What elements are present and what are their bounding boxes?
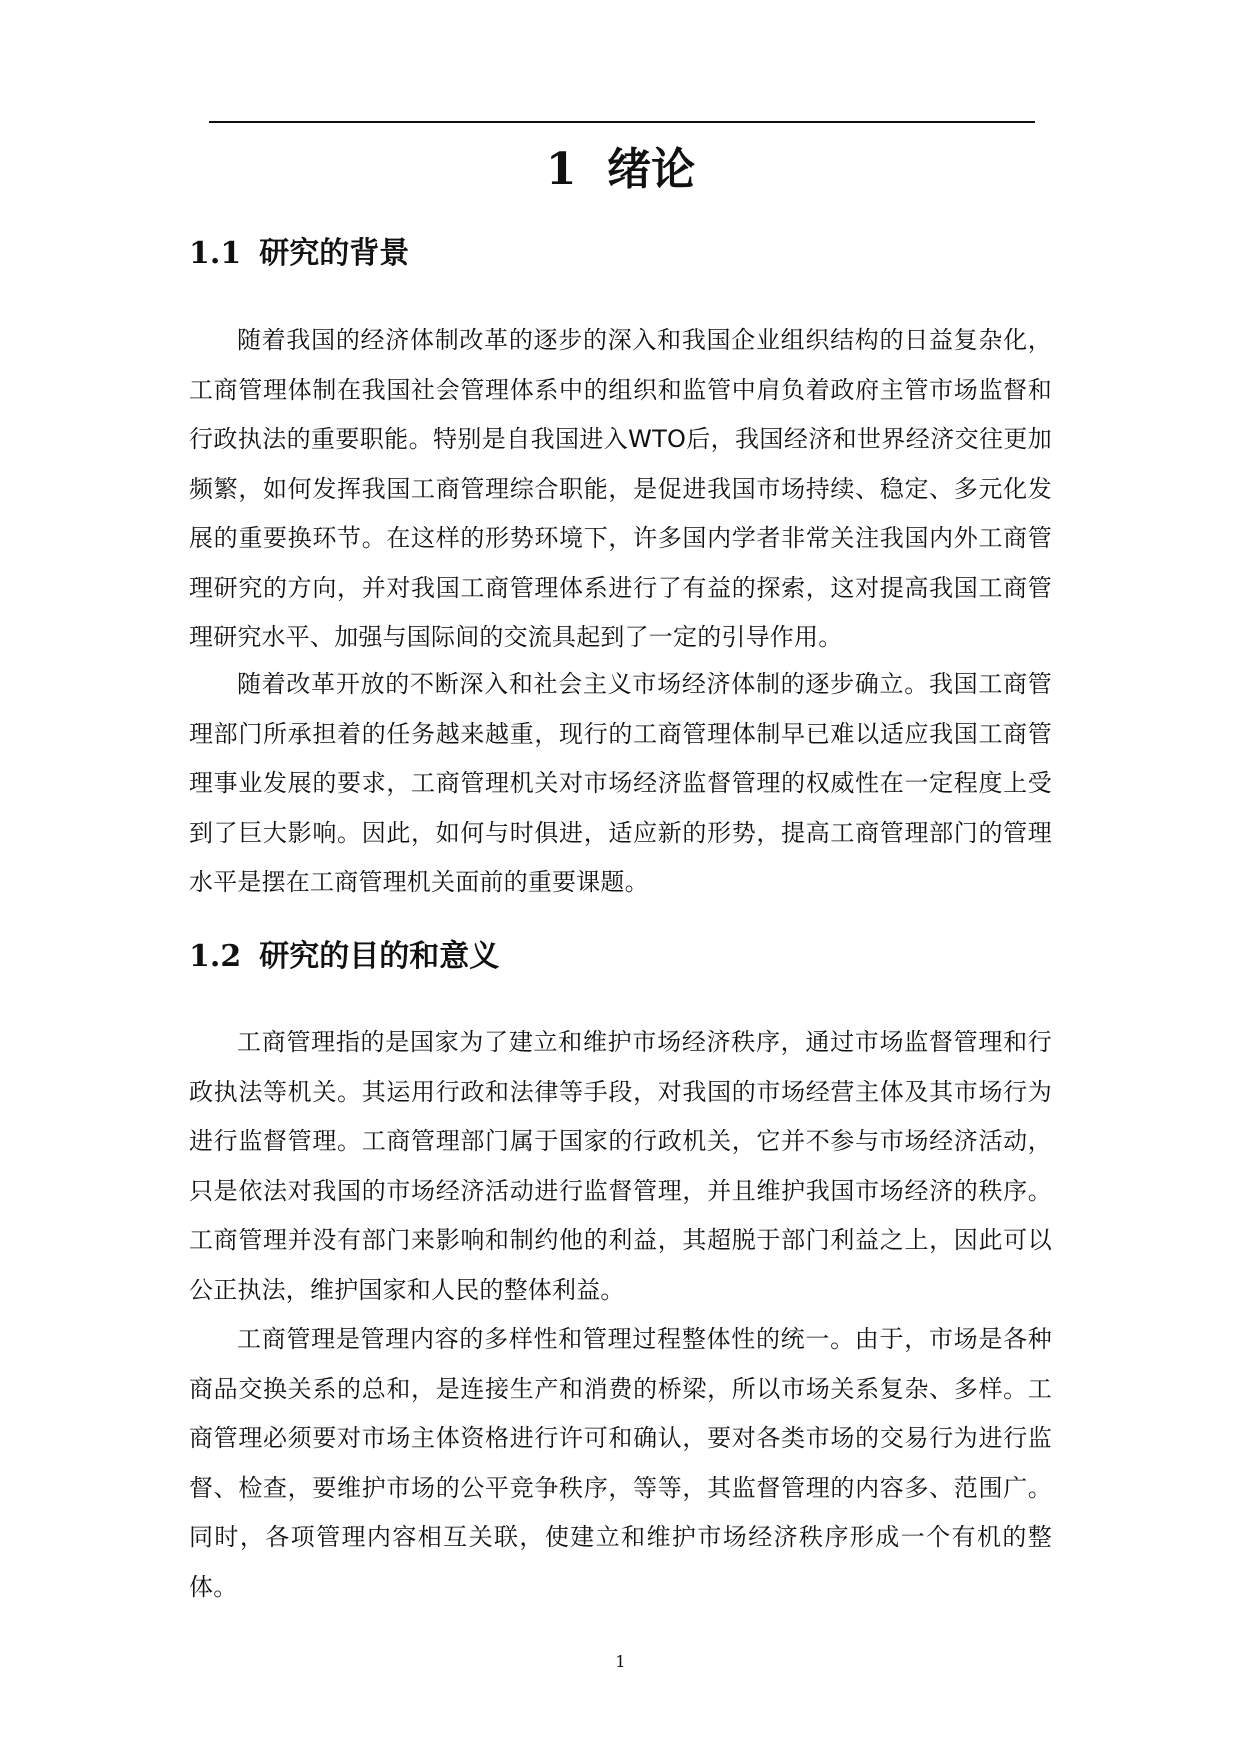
paragraph: 工商管理是管理内容的多样性和管理过程整体性的统一。由于，市场是各种商品交换关系的总和，是连接生产和消费的桥梁，所以市场关系复杂、多样。工商管理必须要对市场主体资格进行许可和确认，要对各类市场的交易行为进行监督、检查，要维护市场的公平竞争秩序，等等，其监督管理的内容多、范围广。同时，各项管理内容相互关联，使建立和维护市场经济秩序形成一个有机的整体。 — [189, 1325, 1052, 1601]
page-number: 1 — [615, 1652, 626, 1671]
chapter-number: 1 — [545, 144, 577, 195]
chapter-title-text: 绪论 — [607, 144, 696, 195]
header-rule — [209, 121, 1035, 123]
paragraph: 随着我国的经济体制改革的逐步的深入和我国企业组织结构的日益复杂化，工商管理体制在我国社会管理体系中的组织和监管中肩负着政府主管市场监督和行政执法的重要职能。特别是自我国进入WTO后，我国经济和世界经济交往更加频繁，如何发挥我国工商管理综合职能，是促进我国市场持续、稳定、多元化发展的重要换环节。在这样的形势环境下，许多国内学者非常关注我国内外工商管理研究的方向，并对我国工商管理体系进行了有益的探索，这对提高我国工商管理研究水平、加强与国际间的交流具起到了一定的引导作用。 — [189, 326, 1052, 651]
section-heading-background — [189, 232, 1049, 276]
paragraph: 工商管理指的是国家为了建立和维护市场经济秩序，通过市场监督管理和行政执法等机关。其运用行政和法律等手段，对我国的市场经营主体及其市场行为进行监督管理。工商管理部门属于国家的行政机关，它并不参与市场经济活动，只是依法对我国的市场经济活动进行监督管理，并且维护我国市场经济的秩序。工商管理并没有部门来影响和制约他的利益，其超脱于部门利益之上，因此可以公正执法，维护国家和人民的整体利益。 — [189, 1028, 1052, 1304]
section-title-text: 研究的目的和意义 — [259, 939, 500, 974]
section-title-text: 研究的背景 — [259, 236, 410, 271]
section-number: 1.1 — [189, 236, 242, 271]
chapter-title — [0, 138, 1241, 202]
paragraph: 随着改革开放的不断深入和社会主义市场经济体制的逐步确立。我国工商管理部门所承担着的任务越来越重，现行的工商管理体制早已难以适应我国工商管理事业发展的要求，工商管理机关对市场经济监督管理的权威性在一定程度上受到了巨大影响。因此，如何与时俱进，适应新的形势，提高工商管理部门的管理水平是摆在工商管理机关面前的重要课题。 — [189, 670, 1052, 896]
section-number: 1.2 — [189, 939, 242, 974]
section-heading-purpose — [189, 935, 1049, 979]
